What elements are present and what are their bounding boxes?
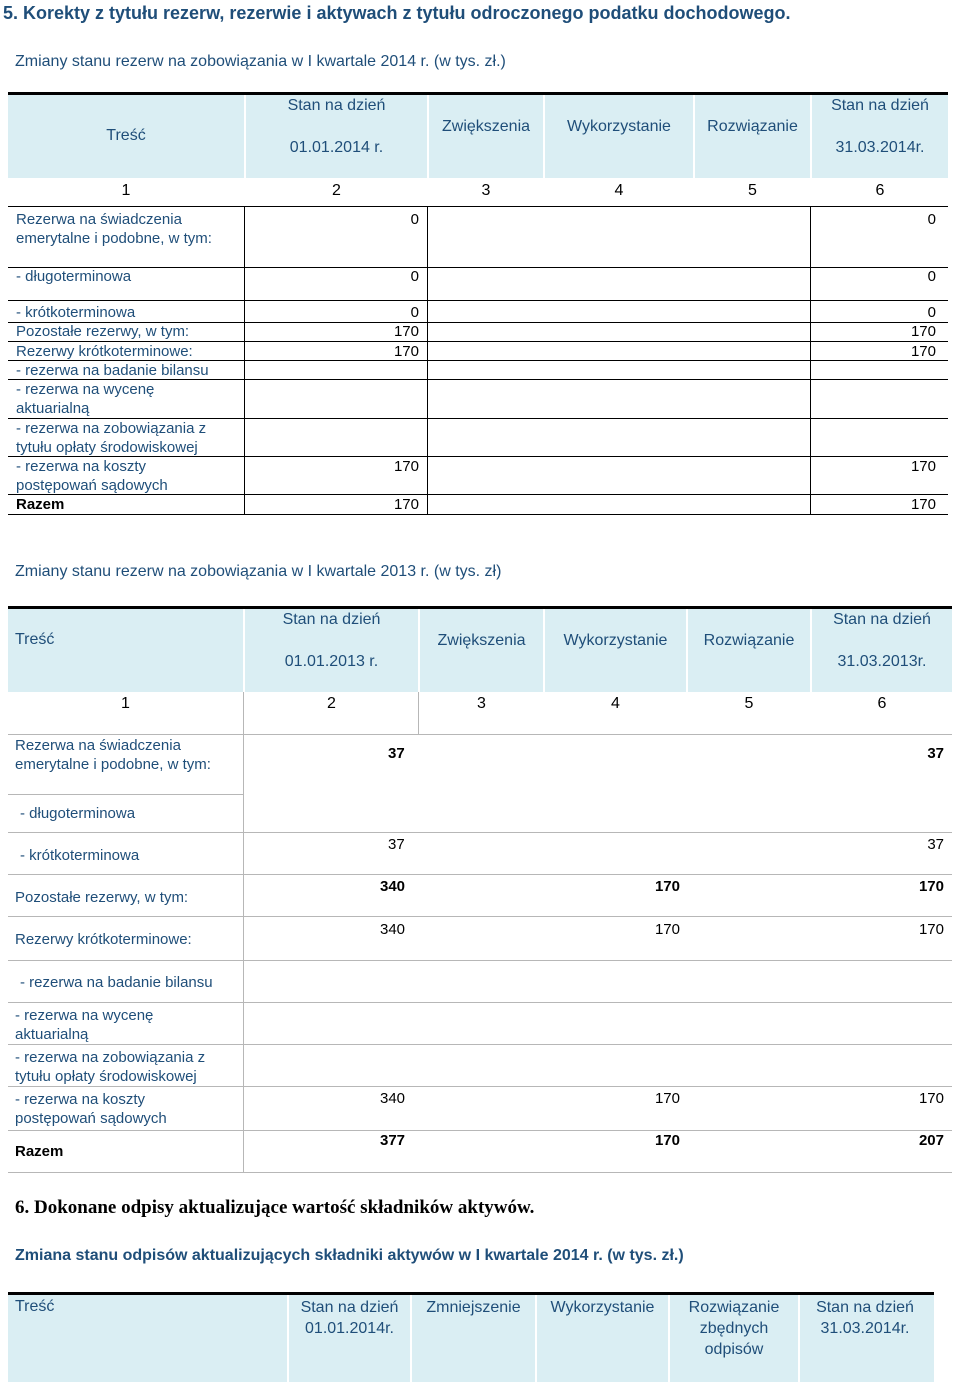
table-row-label: - rezerwa na badanie bilansu (20, 974, 213, 991)
table-row-label: Rezerwy krótkoterminowe: (16, 343, 193, 360)
col-header-wykorzystanie: Wykorzystanie (567, 118, 671, 135)
col-header-zwiekszenia: Zwiększenia (441, 118, 531, 135)
table-cell-value: 0 (410, 304, 419, 321)
table-cell-value: 207 (918, 1132, 944, 1149)
section-5-heading: 5. Korekty z tytułu rezerw, rezerwie i aktywach z tytułu odroczonego podatku dochodowego. (3, 3, 791, 23)
col-header-stan-end-date: 31.03.2014r. (820, 1320, 910, 1337)
col-header-rozwiazanie: odpisów (704, 1341, 764, 1358)
table-cell-value: 170 (910, 323, 936, 340)
table-cell-value: 170 (918, 921, 944, 938)
table-cell-value: 170 (918, 878, 944, 895)
col-header-wykorzystanie: Wykorzystanie (563, 632, 668, 649)
table-row-label: - krótkoterminowa (16, 304, 136, 321)
table-cell-value: 340 (380, 878, 406, 895)
col-number: 3 (481, 182, 491, 199)
table-cell-value: 170 (910, 496, 936, 513)
col-header-stan-end-label: Stan na dzień (833, 611, 931, 628)
table-row-label: Rezerwa na świadczenia emerytalne i podobne, w tym: (16, 211, 212, 247)
table-cell-value: 37 (388, 745, 405, 762)
col-header-zmniejszenie: Zmniejszenie (426, 1299, 521, 1316)
table-row-label: Pozostałe rezerwy, w tym: (16, 323, 190, 340)
col-header-tresc: Treść (15, 1298, 55, 1315)
table-odpisy-caption: Zmiana stanu odpisów aktualizujących składniki aktywów w I kwartale 2014 r. (w tys. zł.) (15, 1247, 684, 1264)
table-cell-value: 0 (927, 268, 936, 285)
col-header-stan-start-date: 01.01.2014r. (305, 1320, 394, 1337)
table-cell-value: 170 (654, 878, 680, 895)
table-row-label: - rezerwa na koszty postępowań sądowych (16, 458, 168, 494)
table-row-label: - rezerwa na wycenę aktuarialną (15, 1007, 154, 1043)
table-row-label: Razem (15, 1143, 64, 1160)
col-number: 4 (611, 695, 620, 712)
col-number: 1 (121, 695, 130, 712)
table-row-label: - długoterminowa (16, 268, 132, 285)
table-cell-value: 37 (927, 745, 944, 762)
table-cell-value: 170 (918, 1090, 944, 1107)
table-cell-value: 170 (393, 458, 419, 475)
col-header-stan-start-label: Stan na dzień (300, 1299, 399, 1316)
table-row-label: - rezerwa na wycenę aktuarialną (16, 381, 155, 417)
col-header-rozwiazanie: Rozwiązanie (688, 1299, 780, 1316)
col-header-stan-start-date: 01.01.2014 r. (289, 139, 384, 156)
table-2014-caption: Zmiany stanu rezerw na zobowiązania w I kwartale 2014 r. (w tys. zł.) (15, 53, 506, 70)
table-cell-value: 37 (388, 836, 405, 853)
table-cell-value: 170 (393, 323, 419, 340)
table-cell-value: 170 (393, 343, 419, 360)
col-number: 3 (477, 695, 486, 712)
table-row-label: - rezerwa na koszty postępowań sądowych (15, 1091, 167, 1127)
col-number: 1 (121, 182, 131, 199)
col-number: 6 (877, 695, 887, 712)
col-header-stan-start-label: Stan na dzień (287, 97, 386, 114)
table-cell-value: 0 (410, 268, 419, 285)
col-header-stan-start-label: Stan na dzień (282, 611, 381, 628)
table-row-label: - rezerwa na zobowiązania z tytułu opłaty środowiskowej (15, 1049, 206, 1085)
col-header-stan-end-date: 31.03.2013r. (837, 653, 927, 670)
table-cell-value: 0 (410, 211, 419, 228)
col-header-tresc: Treść (15, 631, 55, 648)
table-cell-value: 170 (654, 921, 680, 938)
table-row-label: Pozostałe rezerwy, w tym: (15, 889, 189, 906)
col-header-stan-end-date: 31.03.2014r. (835, 139, 925, 156)
table-row-label: - długoterminowa (20, 805, 136, 822)
col-header-wykorzystanie: Wykorzystanie (550, 1299, 655, 1316)
table-2013-caption: Zmiany stanu rezerw na zobowiązania w I kwartale 2013 r. (w tys. zł) (15, 563, 502, 580)
table-row-label: - rezerwa na zobowiązania z tytułu opłaty środowiskowej (16, 420, 207, 456)
col-header-stan-end-label: Stan na dzień (816, 1299, 914, 1316)
col-header-tresc: Treść (106, 127, 146, 144)
table-row-label: Razem (16, 496, 65, 513)
section-6-heading: 6. Dokonane odpisy aktualizujące wartość składników aktywów. (15, 1197, 535, 1218)
table-row-label: Rezerwa na świadczenia emerytalne i podobne, w tym: (15, 737, 211, 773)
col-header-stan-start-date: 01.01.2013 r. (284, 653, 379, 670)
col-number: 2 (327, 695, 336, 712)
table-cell-value: 37 (927, 836, 944, 853)
col-header-rozwiazanie: zbędnych (699, 1320, 769, 1337)
col-number: 6 (875, 182, 885, 199)
table-row-label: Rezerwy krótkoterminowe: (15, 931, 192, 948)
col-number: 5 (744, 695, 754, 712)
table-cell-value: 170 (910, 458, 936, 475)
table-cell-value: 377 (380, 1132, 406, 1149)
table-cell-value: 0 (927, 304, 936, 321)
col-number: 2 (332, 182, 341, 199)
table-cell-value: 170 (654, 1090, 680, 1107)
table-cell-value: 340 (380, 1090, 406, 1107)
table-cell-value: 170 (910, 343, 936, 360)
col-header-zwiekszenia: Zwiększenia (437, 632, 526, 649)
table-row-label: - krótkoterminowa (20, 847, 140, 864)
col-number: 4 (614, 182, 624, 199)
table-row-label: - rezerwa na badanie bilansu (16, 362, 209, 379)
col-header-rozwiazanie: Rozwiązanie (703, 632, 795, 649)
table-cell-value: 340 (380, 921, 406, 938)
table-cell-value: 170 (654, 1132, 680, 1149)
col-number: 5 (748, 182, 757, 199)
col-header-stan-end-label: Stan na dzień (831, 97, 929, 114)
table-cell-value: 0 (927, 211, 936, 228)
table-cell-value: 170 (393, 496, 419, 513)
col-header-rozwiazanie: Rozwiązanie (707, 118, 798, 135)
